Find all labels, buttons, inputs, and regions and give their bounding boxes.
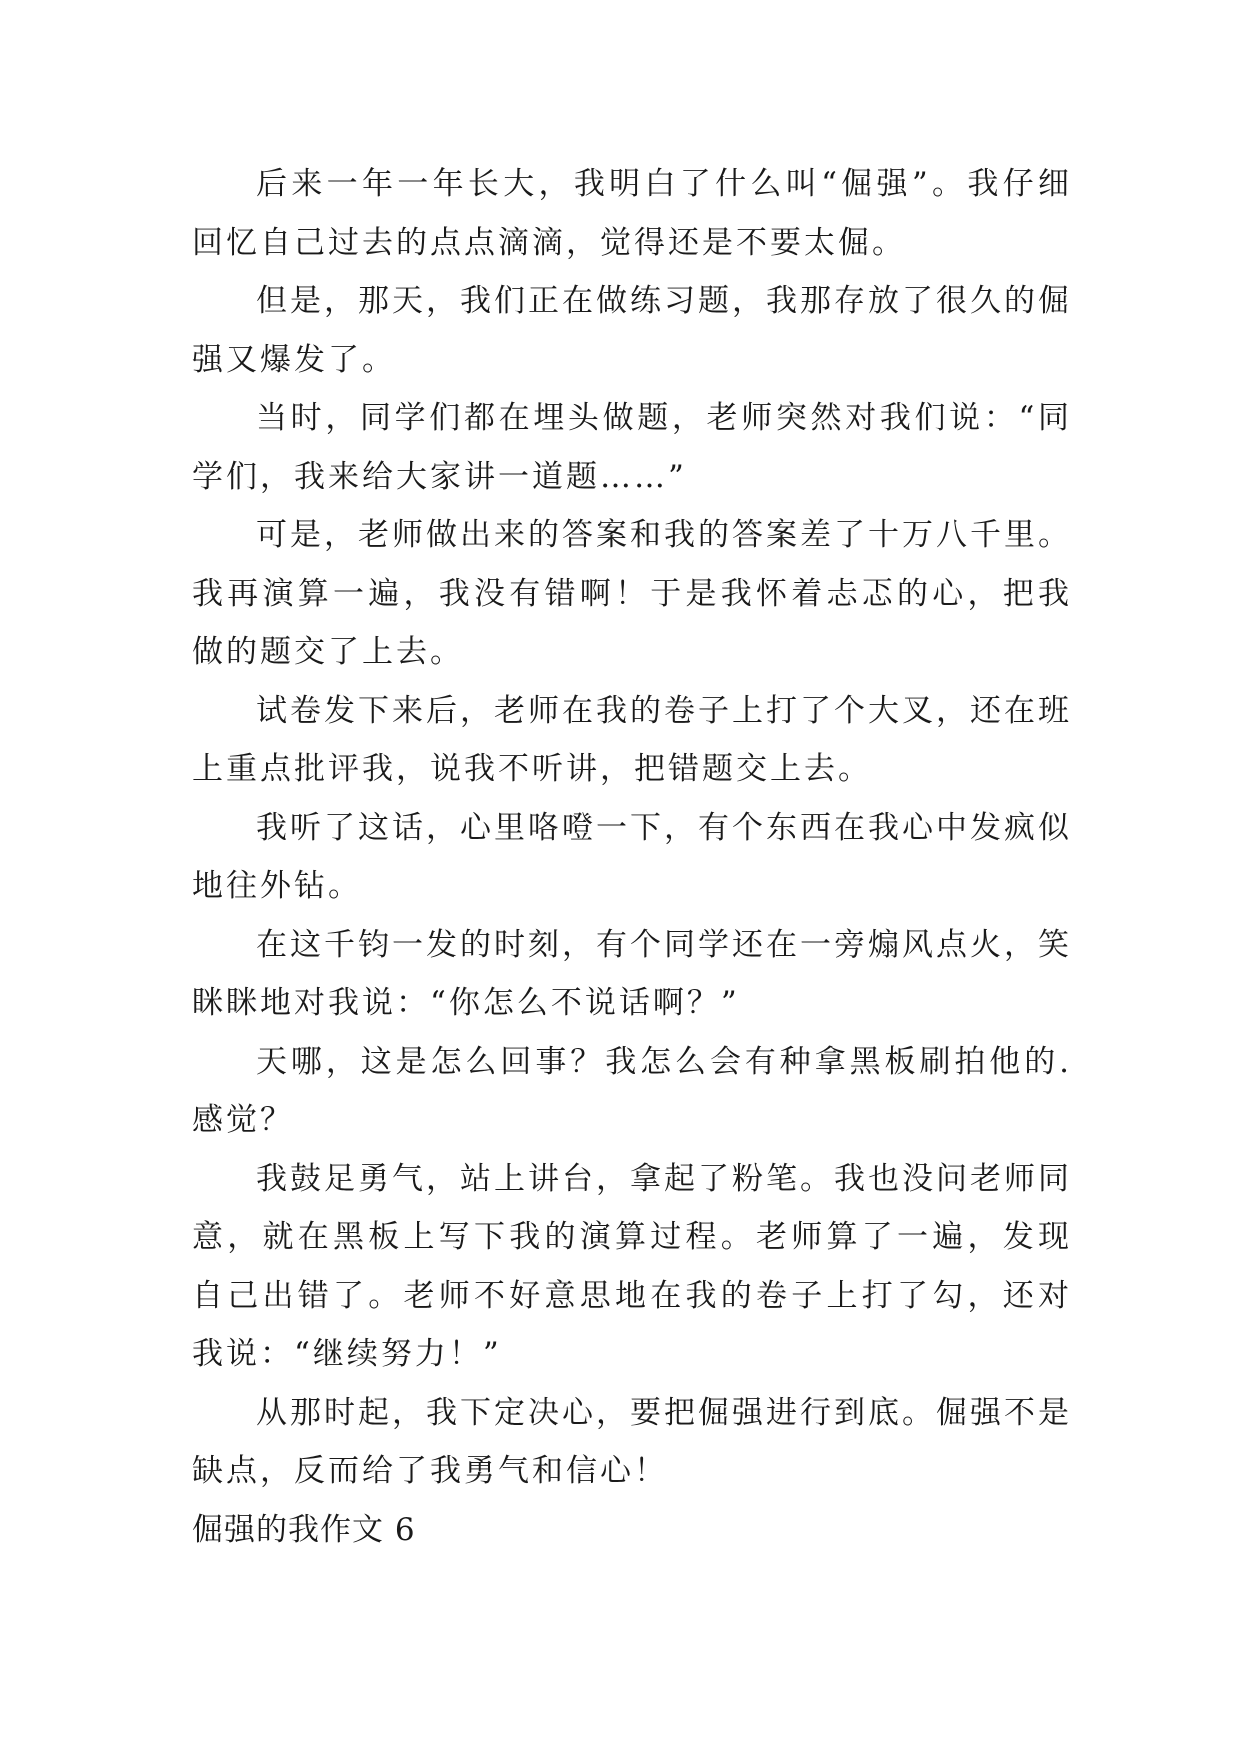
paragraph-8: 天哪，这是怎么回事？我怎么会有种拿黑板刷拍他的.感觉？	[192, 1043, 1072, 1138]
paragraph-7: 在这千钧一发的时刻，有个同学还在一旁煽风点火，笑眯眯地对我说：“你怎么不说话啊？”	[192, 926, 1072, 1021]
essay-heading: 倔强的我作文 6	[192, 1511, 416, 1548]
paragraph-2: 但是，那天，我们正在做练习题，我那存放了很久的倔强又爆发了。	[192, 283, 1072, 378]
paragraph-9: 我鼓足勇气，站上讲台，拿起了粉笔。我也没问老师同意，就在黑板上写下我的演算过程。老师算了一遍，发现自己出错了。老师不好意思地在我的卷子上打了勾，还对我说：“继续努力！”	[192, 1160, 1072, 1372]
paragraph-4: 可是，老师做出来的答案和我的答案差了十万八千里。我再演算一遍，我没有错啊！于是我怀着忐忑的心，把我做的题交了上去。	[192, 517, 1072, 670]
document-body	[192, 155, 1072, 1559]
paragraph-10: 从那时起，我下定决心，要把倔强进行到底。倔强不是缺点，反而给了我勇气和信心！	[192, 1394, 1072, 1489]
paragraph-1: 后来一年一年长大，我明白了什么叫“倔强”。我仔细回忆自己过去的点点滴滴，觉得还是不要太倔。	[192, 166, 1072, 261]
paragraph-6: 我听了这话，心里咯噔一下，有个东西在我心中发疯似地往外钻。	[192, 809, 1072, 904]
paragraph-3: 当时，同学们都在埋头做题，老师突然对我们说：“同学们，我来给大家讲一道题……”	[192, 400, 1072, 495]
paragraph-5: 试卷发下来后，老师在我的卷子上打了个大叉，还在班上重点批评我，说我不听讲，把错题交上去。	[192, 692, 1072, 787]
